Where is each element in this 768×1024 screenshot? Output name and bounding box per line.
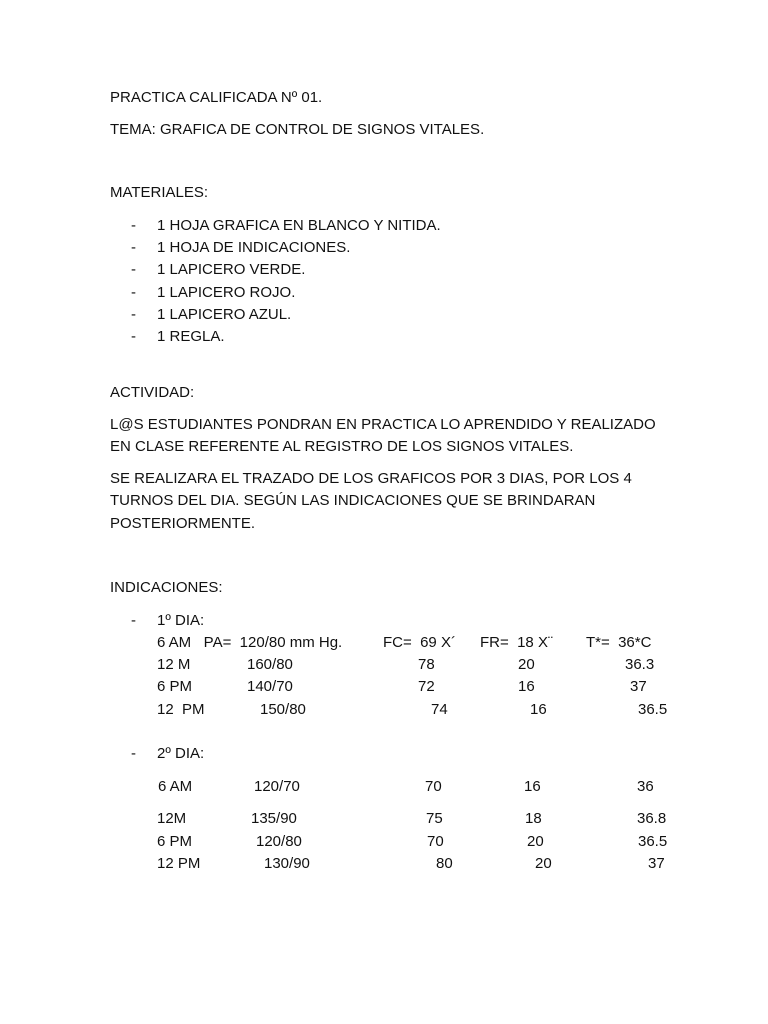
paragraph-line: SE REALIZARA EL TRAZADO DE LOS GRAFICOS POR 3 DIAS, POR LOS 4 (110, 470, 632, 487)
vitals-cell: 12M (157, 810, 187, 827)
vitals-cell: 80 (436, 855, 453, 872)
vitals-cell: T*= 36*C (586, 634, 652, 651)
paragraph-line: L@S ESTUDIANTES PONDRAN EN PRACTICA LO APRENDIDO Y REALIZADO (110, 416, 656, 433)
vitals-cell: 12 PM (157, 855, 201, 872)
materials-heading: MATERIALES: (110, 184, 209, 201)
list-dash: - (131, 612, 136, 629)
list-dash: - (131, 284, 136, 301)
vitals-cell: 20 (535, 855, 552, 872)
vitals-cell: 37 (630, 678, 647, 695)
paragraph-line: POSTERIORMENTE. (110, 515, 256, 532)
vitals-cell: 16 (518, 678, 535, 695)
vitals-cell: 78 (418, 656, 435, 673)
vitals-cell: 6 AM PA= 120/80 mm Hg. (157, 634, 343, 651)
vitals-cell: 130/90 (264, 855, 310, 872)
list-dash: - (131, 239, 136, 256)
list-dash: - (131, 261, 136, 278)
list-item: 1 LAPICERO AZUL. (157, 306, 292, 323)
vitals-cell: FC= 69 X´ (383, 634, 456, 651)
vitals-cell: 120/80 (256, 833, 302, 850)
document-topic: TEMA: GRAFICA DE CONTROL DE SIGNOS VITALES. (110, 121, 485, 138)
vitals-cell: 20 (518, 656, 535, 673)
vitals-cell: 37 (648, 855, 665, 872)
indications-heading: INDICACIONES: (110, 579, 223, 596)
vitals-cell: 135/90 (251, 810, 297, 827)
list-item: 1 HOJA DE INDICACIONES. (157, 239, 351, 256)
paragraph-line: EN CLASE REFERENTE AL REGISTRO DE LOS SIGNOS VITALES. (110, 438, 574, 455)
vitals-cell: 16 (530, 701, 547, 718)
vitals-cell: 6 PM (157, 833, 193, 850)
vitals-cell: 140/70 (247, 678, 293, 695)
list-item: 1 HOJA GRAFICA EN BLANCO Y NITIDA. (157, 217, 441, 234)
list-dash: - (131, 217, 136, 234)
vitals-cell: 20 (527, 833, 544, 850)
document-title: PRACTICA CALIFICADA Nº 01. (110, 89, 323, 106)
paragraph-line: TURNOS DEL DIA. SEGÚN LAS INDICACIONES QUE SE BRINDARAN (110, 492, 596, 509)
vitals-cell: 150/80 (260, 701, 306, 718)
day-2-label: 2º DIA: (157, 745, 205, 762)
day-1-label: 1º DIA: (157, 612, 205, 629)
vitals-cell: 75 (426, 810, 443, 827)
vitals-cell: 36.5 (638, 833, 668, 850)
vitals-cell: 6 PM (157, 678, 193, 695)
vitals-cell: 72 (418, 678, 435, 695)
vitals-cell: 36.3 (625, 656, 655, 673)
vitals-cell: 36 (637, 778, 654, 795)
list-dash: - (131, 328, 136, 345)
vitals-cell: FR= 18 X¨ (480, 634, 553, 651)
vitals-cell: 70 (425, 778, 442, 795)
vitals-cell: 160/80 (247, 656, 293, 673)
vitals-cell: 36.5 (638, 701, 668, 718)
vitals-cell: 6 AM (158, 778, 193, 795)
vitals-cell: 74 (431, 701, 448, 718)
list-item: 1 LAPICERO ROJO. (157, 284, 296, 301)
list-dash: - (131, 745, 136, 762)
list-dash: - (131, 306, 136, 323)
vitals-cell: 18 (525, 810, 542, 827)
vitals-cell: 16 (524, 778, 541, 795)
vitals-cell: 12 PM (157, 701, 205, 718)
list-item: 1 REGLA. (157, 328, 225, 345)
list-item: 1 LAPICERO VERDE. (157, 261, 306, 278)
vitals-cell: 70 (427, 833, 444, 850)
vitals-cell: 12 M (157, 656, 191, 673)
vitals-cell: 120/70 (254, 778, 300, 795)
vitals-cell: 36.8 (637, 810, 667, 827)
activity-heading: ACTIVIDAD: (110, 384, 195, 401)
